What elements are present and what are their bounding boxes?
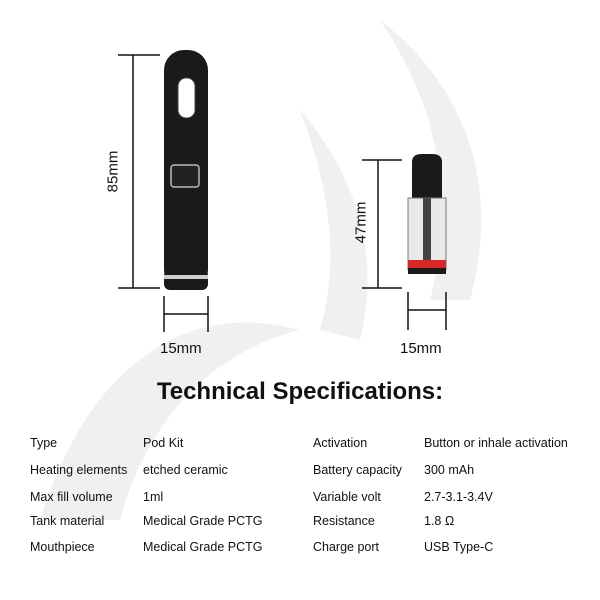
spec-label: Variable volt (313, 490, 381, 504)
battery-device (100, 40, 240, 380)
spec-value: USB Type-C (424, 540, 494, 554)
spec-label: Max fill volume (30, 490, 113, 504)
spec-label: Battery capacity (313, 463, 402, 477)
section-title: Technical Specifications: (156, 378, 444, 405)
spec-value: Medical Grade PCTG (143, 540, 263, 554)
spec-label: Resistance (313, 514, 375, 528)
spec-value: 2.7-3.1-3.4V (424, 490, 493, 504)
spec-label: Type (30, 436, 58, 450)
spec-value: 300 mAh (424, 463, 475, 477)
pod-width-label: 15mm (400, 340, 442, 357)
fire-button (171, 165, 199, 187)
spec-value: etched ceramic (143, 463, 228, 477)
spec-label: Charge port (313, 540, 380, 554)
battery-width-label: 15mm (160, 340, 202, 357)
spec-label: Activation (313, 436, 368, 450)
spec-value: Button or inhale activation (424, 436, 568, 450)
spec-label: Mouthpiece (30, 540, 95, 554)
spec-value: Medical Grade PCTG (143, 514, 263, 528)
pod-height-label: 47mm (352, 201, 370, 244)
spec-value: 1.8 Ω (424, 514, 455, 528)
battery-height-label: 85mm (104, 150, 122, 193)
spec-label: Heating elements (30, 463, 128, 477)
spec-value: Pod Kit (143, 436, 184, 450)
spec-label: Tank material (30, 514, 105, 528)
spec-value: 1ml (143, 490, 164, 504)
